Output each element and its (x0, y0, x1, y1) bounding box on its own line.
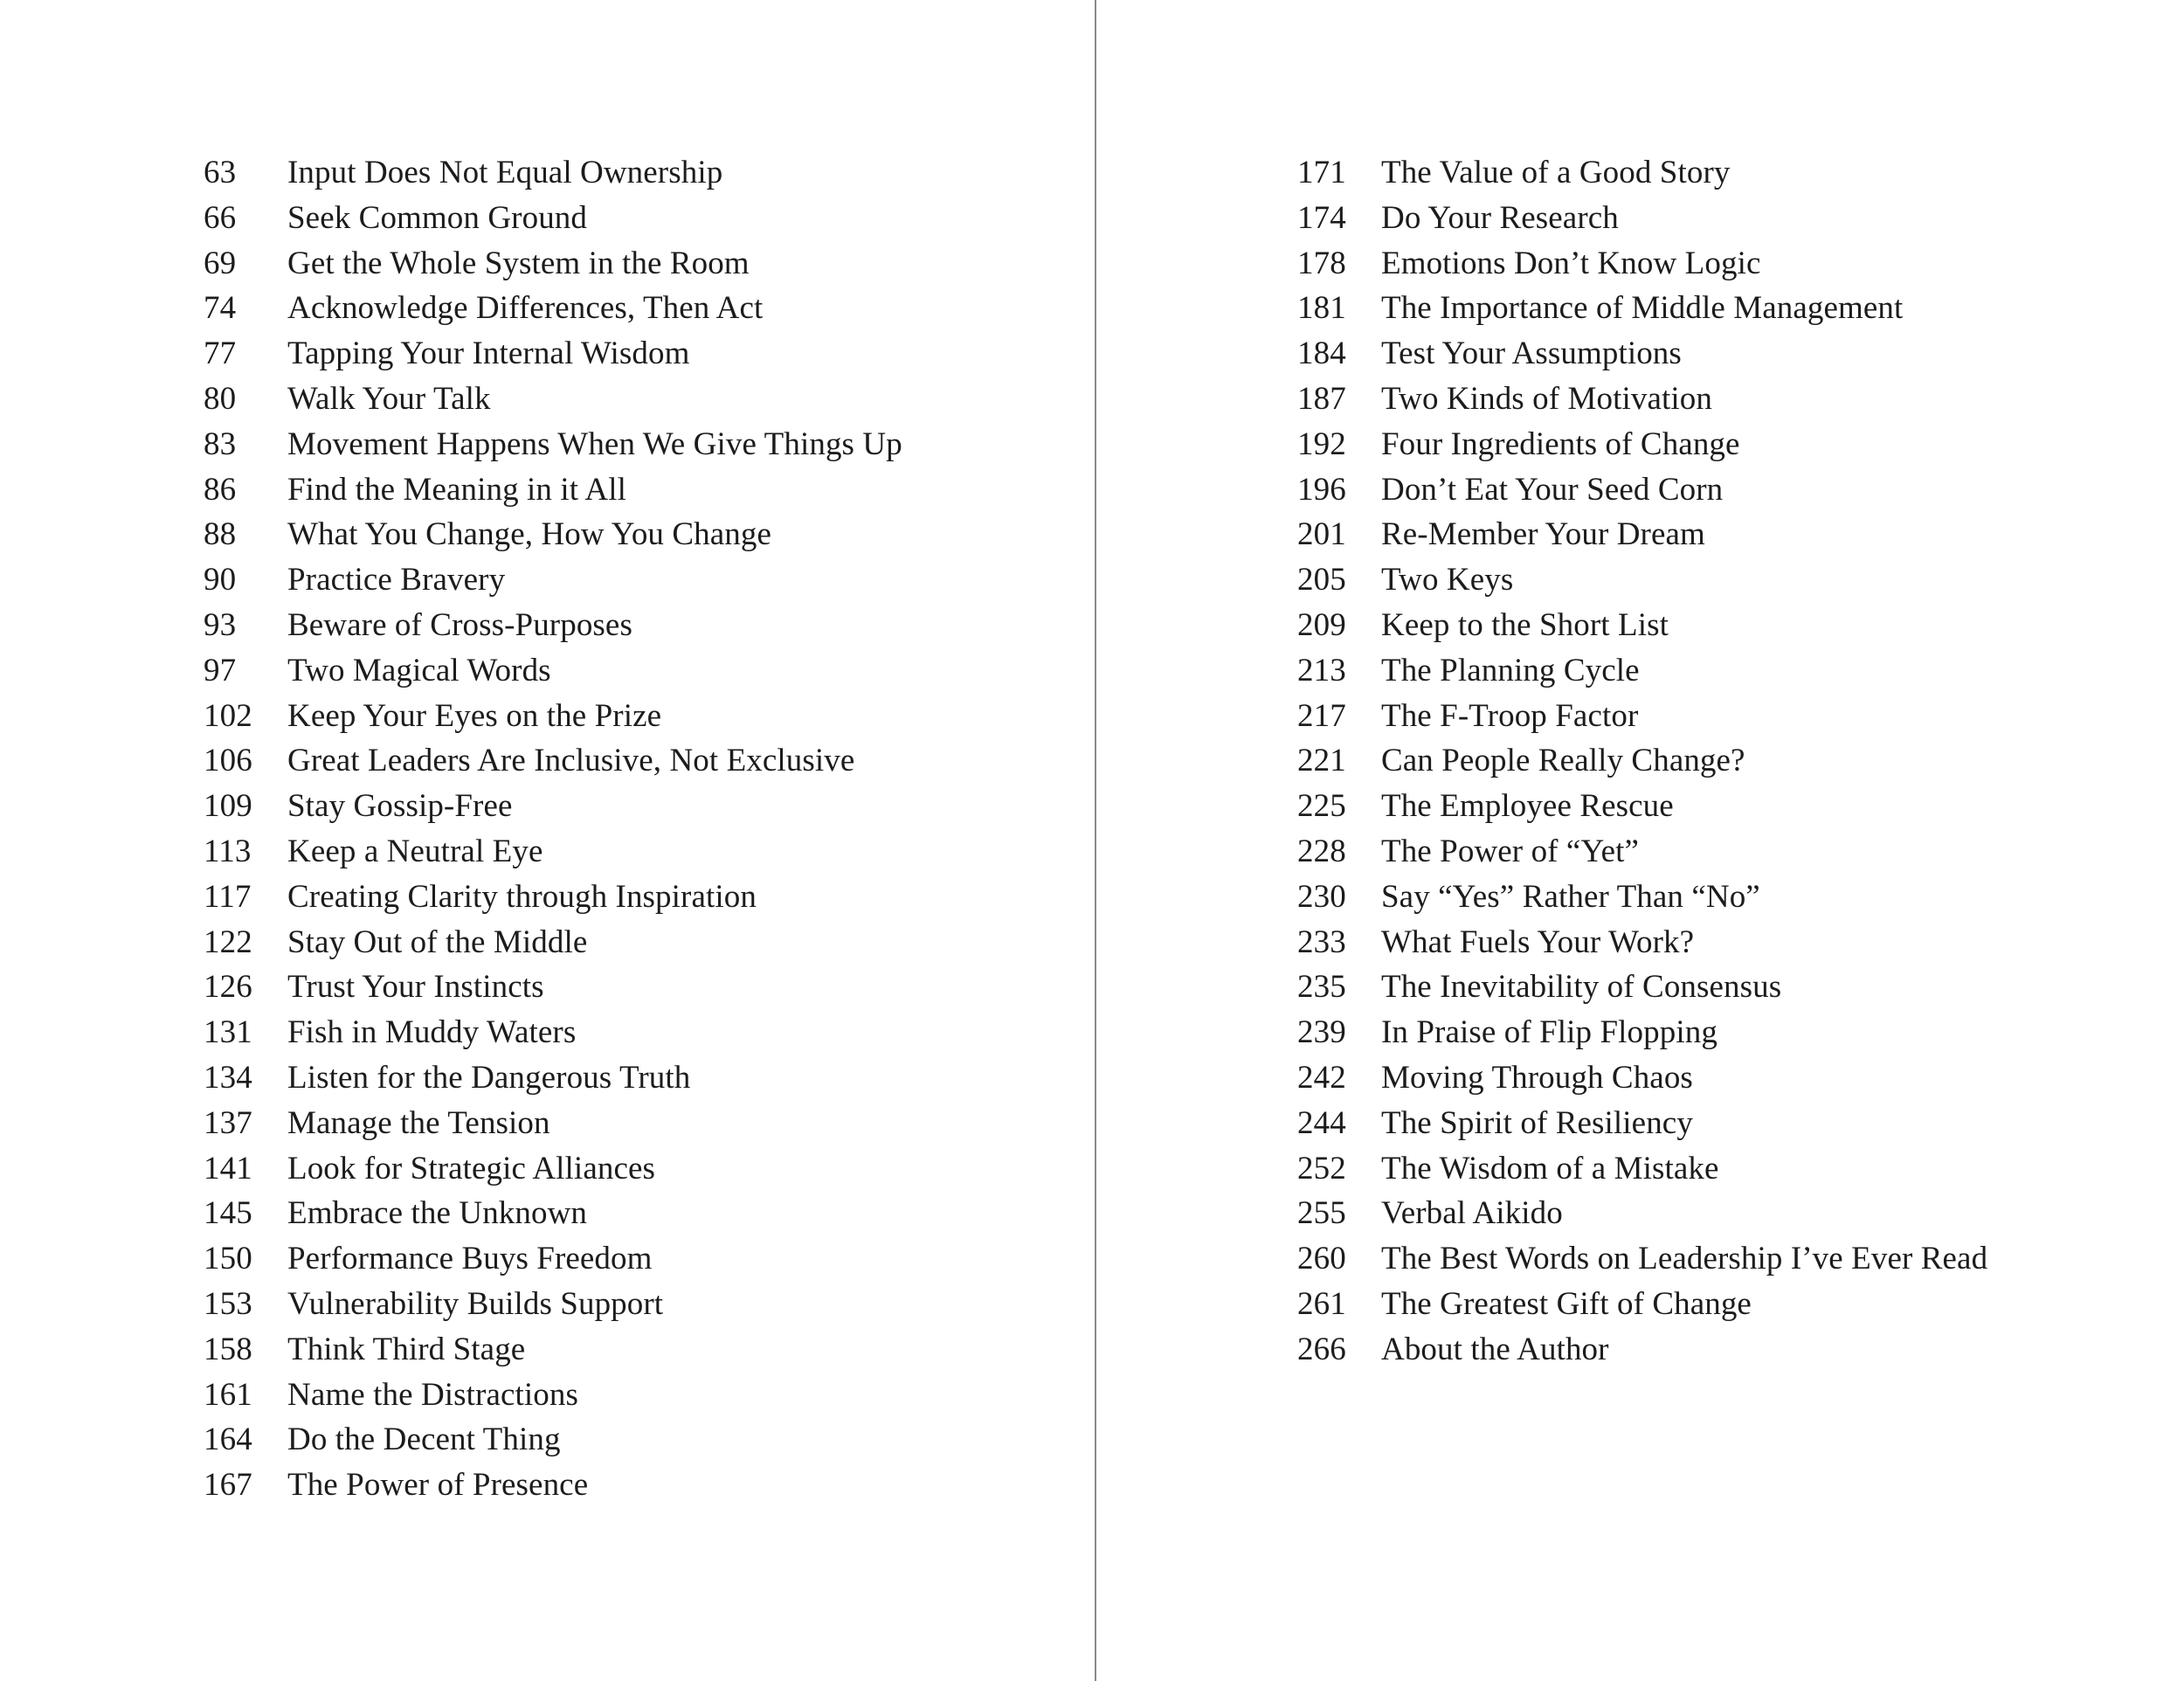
toc-entry (1297, 1146, 1987, 1192)
toc-page-number: 109 (204, 788, 252, 825)
toc-entry (1297, 1010, 1987, 1055)
toc-entry (204, 920, 902, 965)
toc-entry-title: Verbal Aikido (1381, 1195, 1563, 1232)
toc-entry (204, 1463, 902, 1508)
toc-page-number: 74 (204, 290, 237, 327)
toc-page-number: 235 (1297, 969, 1346, 1006)
toc-page-number: 239 (1297, 1014, 1346, 1051)
toc-page-number: 184 (1297, 336, 1346, 372)
toc-page-number: 164 (204, 1422, 252, 1458)
toc-page-number: 230 (1297, 878, 1346, 915)
toc-page-number: 153 (204, 1285, 252, 1322)
toc-entry-title: Trust Your Instincts (287, 969, 544, 1006)
toc-entry-title: Tapping Your Internal Wisdom (287, 336, 690, 372)
toc-entry (1297, 557, 1987, 603)
toc-entry (204, 1282, 902, 1327)
toc-entry-title: Great Leaders Are Inclusive, Not Exclusive (287, 743, 855, 779)
toc-page-number: 266 (1297, 1331, 1346, 1367)
toc-entry-title: Fish in Muddy Waters (287, 1014, 577, 1051)
toc-page-number: 131 (204, 1014, 252, 1051)
toc-entry (1297, 1327, 1987, 1373)
toc-entry (1297, 694, 1987, 739)
toc-page-number: 113 (204, 833, 252, 869)
toc-entry (1297, 603, 1987, 648)
toc-entry-title: The F-Troop Factor (1381, 697, 1639, 734)
toc-page-number: 117 (204, 878, 252, 915)
toc-entry (1297, 1282, 1987, 1327)
toc-page-number: 181 (1297, 290, 1346, 327)
toc-entry-title: Think Third Stage (287, 1331, 526, 1367)
toc-page-number: 69 (204, 245, 237, 281)
toc-entry-title: Manage the Tension (287, 1104, 550, 1141)
toc-entry (1297, 150, 1987, 196)
toc-entry-title: Say “Yes” Rather Than “No” (1381, 878, 1760, 915)
toc-entry-title: The Value of a Good Story (1381, 155, 1731, 190)
toc-entry (204, 241, 902, 287)
toc-entry (1297, 196, 1987, 241)
toc-page-number: 80 (204, 380, 237, 417)
toc-entry-title: Movement Happens When We Give Things Up (287, 425, 902, 462)
right-page (1096, 0, 2184, 1681)
toc-entry-title: Stay Gossip-Free (287, 788, 513, 825)
toc-entry-title: The Wisdom of a Mistake (1381, 1150, 1719, 1186)
toc-entry (204, 965, 902, 1010)
toc-entry (204, 1101, 902, 1146)
toc-entry-title: What Fuels Your Work? (1381, 924, 1695, 960)
toc-entry-title: Two Magical Words (287, 652, 551, 688)
toc-entry-title: Moving Through Chaos (1381, 1059, 1693, 1096)
toc-entry (1297, 331, 1987, 377)
toc-page-number: 244 (1297, 1104, 1346, 1141)
toc-entry-title: The Importance of Middle Management (1381, 290, 1904, 327)
toc-page-number: 209 (1297, 606, 1346, 643)
toc-page-number: 205 (1297, 562, 1346, 598)
toc-page-number: 201 (1297, 516, 1346, 553)
toc-page-number: 97 (204, 652, 237, 688)
toc-page-number: 225 (1297, 788, 1346, 825)
toc-page-number: 126 (204, 969, 252, 1006)
toc-entry-title: The Spirit of Resiliency (1381, 1104, 1693, 1141)
toc-entry-title: Find the Meaning in it All (287, 471, 627, 508)
toc-entry (204, 331, 902, 377)
toc-entry-title: Keep to the Short List (1381, 606, 1669, 643)
toc-entry (204, 648, 902, 694)
toc-page-number: 187 (1297, 380, 1346, 417)
toc-entry (1297, 286, 1987, 331)
toc-entry-title: The Greatest Gift of Change (1381, 1285, 1752, 1322)
toc-page-number: 83 (204, 425, 237, 462)
toc-entry (204, 738, 902, 784)
toc-list-right (1297, 150, 1987, 1373)
toc-page-number: 228 (1297, 833, 1346, 869)
toc-page-number: 145 (204, 1195, 252, 1232)
toc-page-number: 192 (1297, 425, 1346, 462)
toc-entry-title: In Praise of Flip Flopping (1381, 1014, 1717, 1051)
toc-page-number: 102 (204, 697, 252, 734)
toc-entry (204, 784, 902, 829)
toc-page-number: 261 (1297, 1285, 1346, 1322)
toc-entry (1297, 377, 1987, 422)
toc-entry-title: The Employee Rescue (1381, 788, 1674, 825)
toc-entry-title: Creating Clarity through Inspiration (287, 878, 757, 915)
toc-entry-title: Get the Whole System in the Room (287, 245, 750, 281)
toc-page-number: 88 (204, 516, 237, 553)
toc-entry (1297, 512, 1987, 557)
toc-entry (1297, 875, 1987, 920)
toc-entry-title: The Inevitability of Consensus (1381, 969, 1782, 1006)
toc-page-number: 66 (204, 199, 237, 236)
toc-entry (204, 1010, 902, 1055)
toc-page-number: 171 (1297, 155, 1346, 190)
toc-entry-title: Two Keys (1381, 562, 1514, 598)
toc-entry-title: The Best Words on Leadership I’ve Ever Read (1381, 1241, 1988, 1277)
toc-entry-title: Two Kinds of Motivation (1381, 380, 1712, 417)
toc-entry-title: What You Change, How You Change (287, 516, 771, 553)
toc-entry-title: Input Does Not Equal Ownership (287, 155, 723, 190)
toc-entry-title: The Power of “Yet” (1381, 833, 1639, 869)
toc-entry (204, 1236, 902, 1282)
toc-entry (204, 1373, 902, 1418)
toc-entry (204, 196, 902, 241)
toc-entry-title: Name the Distractions (287, 1376, 578, 1413)
toc-entry (204, 694, 902, 739)
toc-entry (1297, 1191, 1987, 1236)
toc-entry-title: Re-Member Your Dream (1381, 516, 1705, 553)
toc-entry-title: Do the Decent Thing (287, 1422, 561, 1458)
toc-entry-title: The Power of Presence (287, 1467, 589, 1504)
toc-page-number: 106 (204, 743, 252, 779)
toc-entry (204, 422, 902, 467)
toc-page-number: 93 (204, 606, 237, 643)
toc-page-number: 252 (1297, 1150, 1346, 1186)
toc-page-number: 63 (204, 155, 237, 190)
toc-page-number: 196 (1297, 471, 1346, 508)
toc-entry-title: Listen for the Dangerous Truth (287, 1059, 691, 1096)
toc-page-number: 260 (1297, 1241, 1346, 1277)
toc-entry-title: Practice Bravery (287, 562, 506, 598)
toc-entry-title: Seek Common Ground (287, 199, 588, 236)
toc-entry (204, 829, 902, 875)
toc-entry-title: Stay Out of the Middle (287, 924, 588, 960)
toc-entry (204, 875, 902, 920)
toc-entry (204, 150, 902, 196)
toc-entry-title: Vulnerability Builds Support (287, 1285, 664, 1322)
toc-page-number: 122 (204, 924, 252, 960)
toc-entry-title: Test Your Assumptions (1381, 336, 1682, 372)
toc-entry (1297, 422, 1987, 467)
toc-entry-title: Emotions Don’t Know Logic (1381, 245, 1761, 281)
toc-page-number: 255 (1297, 1195, 1346, 1232)
toc-entry-title: Embrace the Unknown (287, 1195, 588, 1232)
toc-entry (1297, 241, 1987, 287)
toc-entry (1297, 738, 1987, 784)
toc-page-number: 77 (204, 336, 237, 372)
toc-page-number: 158 (204, 1331, 252, 1367)
toc-entry-title: Keep a Neutral Eye (287, 833, 543, 869)
toc-page-number: 217 (1297, 697, 1346, 734)
toc-page-number: 141 (204, 1150, 252, 1186)
toc-page-number: 137 (204, 1104, 252, 1141)
toc-entry (204, 557, 902, 603)
toc-page-number: 167 (204, 1467, 252, 1504)
toc-entry (1297, 784, 1987, 829)
toc-page-number: 213 (1297, 652, 1346, 688)
toc-entry-title: Do Your Research (1381, 199, 1619, 236)
toc-entry (204, 467, 902, 513)
toc-entry (204, 1191, 902, 1236)
toc-page-number: 174 (1297, 199, 1346, 236)
toc-entry (1297, 1236, 1987, 1282)
toc-entry-title: Can People Really Change? (1381, 743, 1745, 779)
toc-entry-title: Look for Strategic Alliances (287, 1150, 655, 1186)
toc-entry-title: Don’t Eat Your Seed Corn (1381, 471, 1724, 508)
toc-entry (204, 1417, 902, 1463)
toc-entry (204, 1055, 902, 1101)
toc-entry-title: Four Ingredients of Change (1381, 425, 1740, 462)
toc-entry-title: Performance Buys Freedom (287, 1241, 653, 1277)
toc-list-left (204, 150, 902, 1508)
toc-entry (1297, 467, 1987, 513)
toc-entry (204, 603, 902, 648)
toc-page-number: 86 (204, 471, 237, 508)
toc-page-number: 178 (1297, 245, 1346, 281)
toc-entry (1297, 965, 1987, 1010)
toc-entry-title: Walk Your Talk (287, 380, 491, 417)
toc-entry-title: The Planning Cycle (1381, 652, 1640, 688)
toc-entry (1297, 1055, 1987, 1101)
toc-entry (1297, 648, 1987, 694)
toc-page-number: 134 (204, 1059, 252, 1096)
toc-page-number: 221 (1297, 743, 1346, 779)
toc-page-number: 90 (204, 562, 237, 598)
toc-entry-title: Keep Your Eyes on the Prize (287, 697, 662, 734)
toc-entry-title: Beware of Cross-Purposes (287, 606, 632, 643)
toc-entry (1297, 1101, 1987, 1146)
toc-page-number: 242 (1297, 1059, 1346, 1096)
toc-entry (1297, 920, 1987, 965)
toc-entry (204, 1146, 902, 1192)
toc-entry-title: Acknowledge Differences, Then Act (287, 290, 764, 327)
toc-entry (1297, 829, 1987, 875)
toc-page-number: 161 (204, 1376, 252, 1413)
toc-entry (204, 512, 902, 557)
toc-entry (204, 286, 902, 331)
toc-page-number: 233 (1297, 924, 1346, 960)
toc-entry (204, 377, 902, 422)
toc-page-number: 150 (204, 1241, 252, 1277)
toc-entry (204, 1327, 902, 1373)
toc-entry-title: About the Author (1381, 1331, 1609, 1367)
